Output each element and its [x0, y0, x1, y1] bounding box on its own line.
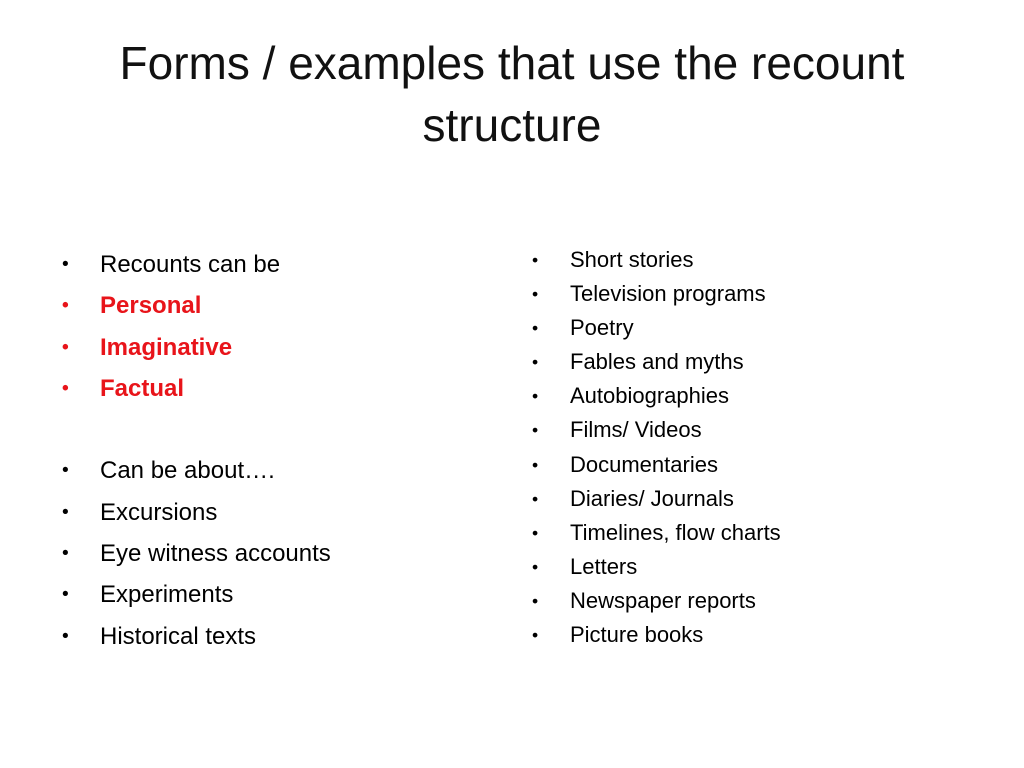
list-item: • Picture books: [528, 618, 988, 652]
list-item: • Films/ Videos: [528, 413, 988, 447]
bullet-icon: •: [532, 250, 539, 270]
list-item: • Poetry: [528, 311, 988, 345]
bullet-icon: •: [532, 352, 539, 373]
list-item: • Eye witness accounts: [58, 533, 478, 574]
left-bullet-list: [58, 244, 478, 657]
bullet-icon: •: [62, 584, 69, 606]
bullet-icon: •: [532, 454, 539, 475]
bullet-icon: •: [62, 336, 69, 358]
bullet-icon: •: [62, 254, 69, 275]
list-item: • Diaries/ Journals: [528, 482, 988, 516]
bullet-icon: •: [62, 501, 69, 523]
right-bullet-list: [528, 243, 988, 652]
bullet-icon: •: [62, 377, 69, 399]
list-item: • Fables and myths: [528, 345, 988, 379]
list-spacer: [58, 409, 478, 450]
list-item: • Newspaper reports: [528, 584, 988, 618]
bullet-icon: •: [532, 386, 539, 407]
bullet-icon: •: [62, 460, 69, 482]
list-item: • Recounts can be: [58, 244, 478, 285]
list-item: • Experiments: [58, 574, 478, 615]
bullet-icon: •: [532, 556, 539, 577]
list-item: • Short stories: [528, 243, 988, 277]
bullet-icon: •: [62, 543, 69, 565]
bullet-icon: •: [62, 295, 69, 317]
bullet-icon: •: [532, 625, 539, 646]
list-item: • Autobiographies: [528, 379, 988, 413]
bullet-icon: •: [532, 318, 539, 339]
list-item: • Historical texts: [58, 616, 478, 657]
list-item: • Letters: [528, 550, 988, 584]
list-item: • Excursions: [58, 492, 478, 533]
bullet-icon: •: [62, 625, 69, 647]
bullet-icon: •: [532, 420, 539, 441]
list-item-highlight: • Factual: [58, 368, 478, 409]
bullet-icon: •: [532, 522, 539, 543]
list-item: • Documentaries: [528, 448, 988, 482]
list-item: • Timelines, flow charts: [528, 516, 988, 550]
bullet-icon: •: [532, 284, 539, 305]
slide-title: Forms / examples that use the recount structure: [119, 37, 905, 151]
list-item: • Can be about….: [58, 450, 478, 491]
list-item-highlight: • Personal: [58, 285, 478, 326]
list-item: • Television programs: [528, 277, 988, 311]
bullet-icon: •: [532, 590, 539, 611]
bullet-icon: •: [532, 488, 539, 509]
list-item-highlight: • Imaginative: [58, 327, 478, 368]
